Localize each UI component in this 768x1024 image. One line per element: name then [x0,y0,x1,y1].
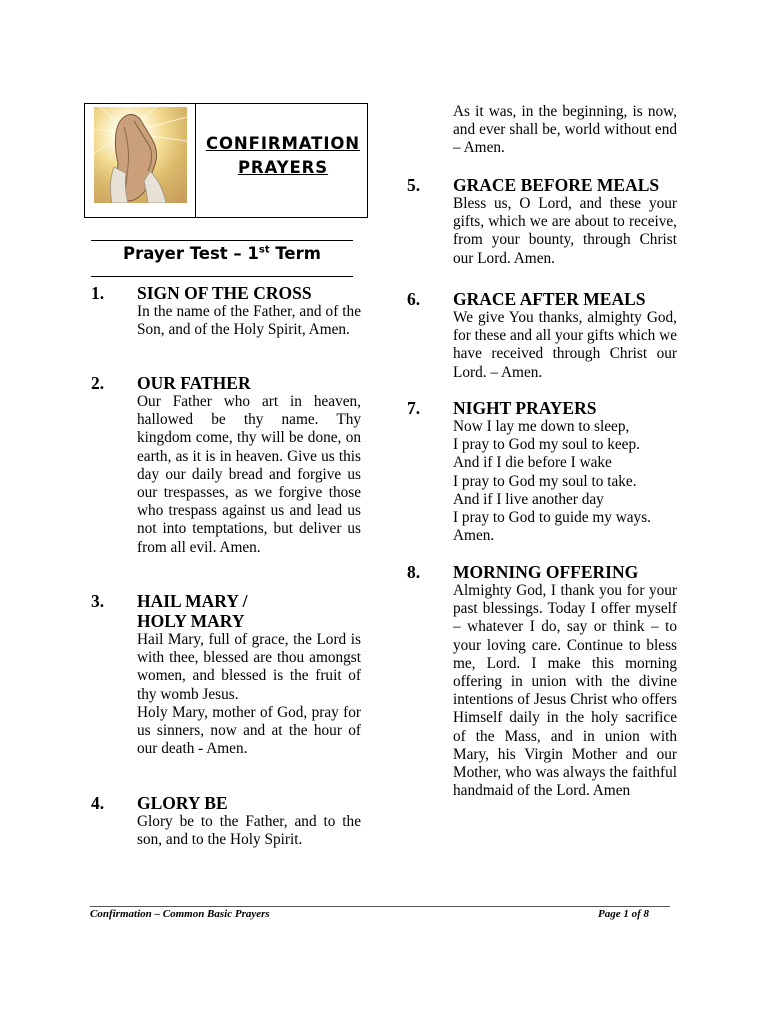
prayer-item-3 [91,591,361,758]
prayer-title: GLORY BE [137,793,228,813]
footer-page-number: Page 1 of 8 [598,908,650,920]
prayer-number: 5. [407,175,421,195]
praying-hands-icon [94,107,187,203]
prayer-text: Almighty God, I thank you for your past blessings. Today I offer myself – whatever I do, say or think – to your loving care. Continue to bless me, Lord. I make this morning offering in union with the divine intentions of Jesus Christ who offers Himself daily in the holy sacrifice of the Mass, and in union with Mary, his Virgin Mother and our Mother, who was always the faithful handmaid of the Lord. Amen [453,582,677,800]
subtitle-suffix: Term [269,244,321,263]
prayer-item-6 [407,289,677,382]
prayer-text: Our Father who art in heaven, hallowed be thy name. Thy kingdom come, thy will be done, on earth, as it is in heaven. Give us this day our daily bread and forgive us our trespasses, as we forgive those who trespass against us and lead us not into temptations, but deliver us from all evil. Amen. [137,393,361,556]
praying-hands-image [94,107,187,203]
prayer-line: And if I live another day [453,490,604,508]
prayer-item-1 [91,283,361,339]
prayer-text: Glory be to the Father, and to the son, and to the Holy Spirit. [137,813,361,849]
prayer-title: GRACE AFTER MEALS [453,289,646,309]
prayer-line: And if I die before I wake [453,454,612,472]
header-divider [195,104,196,217]
prayer-line: Amen. [453,527,495,545]
header-title [197,132,369,180]
prayer-item-2 [91,373,361,557]
continuation-text: As it was, in the beginning, is now, and ever shall be, world without end – Amen. [453,103,677,157]
prayer-number: 1. [91,283,105,303]
prayer-number: 7. [407,398,421,418]
glory-be-continuation [453,103,677,158]
prayer-title: OUR FATHER [137,373,251,393]
prayer-item-5 [407,175,677,268]
footer-rule [90,906,670,907]
prayer-item-4 [91,793,361,849]
prayer-line: Now I lay me down to sleep, [453,418,630,435]
prayer-item-8 [407,562,677,800]
prayer-title-line2: HOLY MARY [137,611,245,631]
prayer-title: MORNING OFFERING [453,562,639,582]
header-box [84,103,368,218]
subtitle-top-rule [91,240,353,241]
prayer-text: We give You thanks, almighty God, for these and all your gifts which we have received through Christ our Lord. – Amen. [453,309,677,381]
prayer-title: NIGHT PRAYERS [453,398,597,418]
prayer-title: GRACE BEFORE MEALS [453,175,660,195]
prayer-number: 4. [91,793,105,813]
prayer-number: 8. [407,562,421,582]
prayer-number: 6. [407,289,421,309]
prayer-line: I pray to God to guide my ways. [453,509,651,527]
prayer-text: In the name of the Father, and of the Son, and of the Holy Spirit, Amen. [137,303,361,339]
footer-document-title: Confirmation – Common Basic Prayers [90,908,270,920]
prayer-title-line1: HAIL MARY / [137,591,248,611]
subtitle-prefix: Prayer Test – 1 [123,244,259,263]
prayer-text: Hail Mary, full of grace, the Lord is with thee, blessed are thou amongst women, and blessed is the fruit of thy womb Jesus. [137,631,361,703]
prayer-number: 2. [91,373,105,393]
prayer-title: SIGN OF THE CROSS [137,283,312,303]
prayer-text: Bless us, O Lord, and these your gifts, which we are about to receive, from your bounty, through Christ our Lord. Amen. [453,195,677,267]
prayer-number: 3. [91,591,105,611]
prayer-item-7 [407,398,677,545]
prayer-line: I pray to God my soul to take. [453,472,637,490]
header-title-line1: CONFIRMATION [206,134,360,153]
prayer-text-2: Holy Mary, mother of God, pray for us sinners, now and at the hour of our death - Amen. [137,703,361,758]
prayer-line: I pray to God my soul to keep. [453,436,640,454]
header-title-line2: PRAYERS [237,158,329,177]
subtitle-bottom-rule [91,276,353,277]
subtitle-ordinal: st [258,244,270,256]
prayer-test-subtitle [91,244,353,263]
